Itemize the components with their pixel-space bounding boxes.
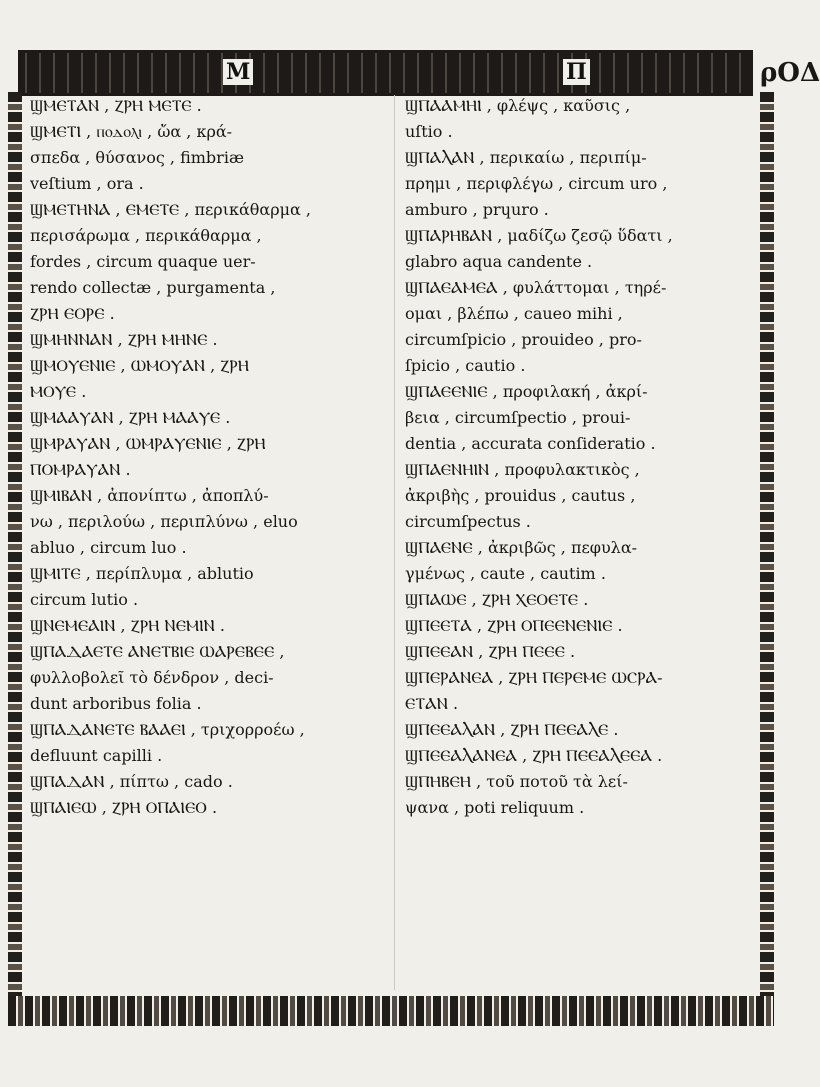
text-line: ϢⲘⲒⲂⲀⲚ , ἀπονίπτω , ἀποπλύ- <box>30 486 269 505</box>
left-column <box>30 96 390 824</box>
text-line: ϢⲠⲀⲆⲀⲚⲈⲦⲈ ⲂⲀⲀⲈⲒ , τριχορροέω , <box>30 720 305 739</box>
text-line: ſpicio , cautio . <box>405 356 526 375</box>
text-line: veſtium , ora . <box>30 174 144 193</box>
text-line: defluunt capilli . <box>30 746 163 765</box>
text-line: ϢⲠⲀⲈⲈⲚⲒⲈ , προφιλακή , ἀκρί- <box>405 382 648 401</box>
text-line: uſtio . <box>405 122 453 141</box>
text-line: glabro aqua candente . <box>405 252 593 271</box>
text-line: ϢⲠⲎⲂⲈⲎ , τοῦ ποτοῦ τὰ λεί- <box>405 772 628 791</box>
text-line: ἀκριβὴς , prouidus , cautus , <box>405 486 636 505</box>
text-line: ϢⲠⲈⲈⲀⲖⲀⲚ , ⲌⲢⲎ ⲠⲈⲈⲀⲖⲈ . <box>405 720 619 739</box>
text-line: ϢⲘⲀⲀⲨⲀⲚ , ⲌⲢⲎ ⲘⲀⲀⲨⲈ . <box>30 408 231 427</box>
text-line: ⲌⲢⲎ ⲈⲞⲢⲈ . <box>30 304 115 323</box>
text-line: ϢⲠⲀⲈⲚⲎⲒⲚ , προφυλακτικὸς , <box>405 460 640 479</box>
text-line: ϢⲠⲀⲈⲀⲘⲈⲀ , φυλάττομαι , τηρέ- <box>405 278 667 297</box>
text-line: ϢⲘⲈⲦⲒ , ⲡⲟⲇⲟⲗⲓ , ὤα , κρά- <box>30 122 233 141</box>
text-line: ψανα , poti reliquum . <box>405 798 585 817</box>
ornamental-border-left <box>8 92 22 997</box>
header-letter-right: П <box>563 59 590 85</box>
text-line: περισάρωμα , περικάθαρμα , <box>30 226 262 245</box>
ornamental-border-bottom <box>8 996 774 1026</box>
text-line: ⲈⲦⲀⲚ . <box>405 694 459 713</box>
header-letter-left: M <box>223 59 253 85</box>
text-line: ϢⲠⲀⲢⲎⲂⲀⲚ , μαδίζω ζεσῷ ὕδατι , <box>405 226 673 245</box>
text-line: ϢⲠⲀⲰⲈ , ⲌⲢⲎ ⲬⲈⲞⲈⲦⲈ . <box>405 590 589 609</box>
text-line: ϢⲠⲀⲆⲀⲚ , πίπτω , cado . <box>30 772 233 791</box>
text-line: dentia , accurata conſideratio . <box>405 434 656 453</box>
text-line: ϢⲠⲈⲢⲀⲚⲈⲀ , ⲌⲢⲎ ⲠⲈⲢⲈⲘⲈ ⲰⲤⲢⲀ- <box>405 668 663 687</box>
text-line: rendo collectæ , purgamenta , <box>30 278 276 297</box>
text-line: dunt arboribus folia . <box>30 694 202 713</box>
text-line: ϢⲘⲞⲨⲈⲚⲒⲈ , ⲰⲘⲞⲨⲀⲚ , ⲌⲢⲎ <box>30 356 249 375</box>
text-line: σπεδα , θύσανος , fimbriæ <box>30 148 244 167</box>
text-line: ϢⲠⲈⲈⲀⲖⲀⲚⲈⲀ , ⲌⲢⲎ ⲠⲈⲈⲀⲖⲈⲈⲀ . <box>405 746 663 765</box>
text-line: ϢⲠⲀⲆⲀⲈⲦⲈ ⲀⲚⲈⲦⲂⲒⲈ ⲰⲀⲢⲈⲂⲈⲈ , <box>30 642 285 661</box>
text-line: ϢⲘⲈⲦⲀⲚ , ⲌⲢⲎ ⲘⲈⲦⲈ . <box>30 96 202 115</box>
text-line: ϢⲘⲈⲦⲎⲚⲀ , ⲈⲘⲈⲦⲈ , περικάθαρμα , <box>30 200 312 219</box>
text-line: ομαι , βλέπω , caueo mihi , <box>405 304 623 323</box>
text-line: amburo , prɥuro . <box>405 200 549 219</box>
text-line: ⲠⲞⲘⲢⲀⲨⲀⲚ . <box>30 460 131 479</box>
text-line: circum lutio . <box>30 590 139 609</box>
text-line: πρημι , περιφλέγω , circum uro , <box>405 174 668 193</box>
text-line: ⲘⲞⲨⲈ . <box>30 382 87 401</box>
text-line: abluo , circum luo . <box>30 538 187 557</box>
text-line: ϢⲘⲎⲚⲚⲀⲚ , ⲌⲢⲎ ⲘⲎⲚⲈ . <box>30 330 218 349</box>
text-line: ϢⲠⲈⲈⲀⲚ , ⲌⲢⲎ ⲠⲈⲈⲈ . <box>405 642 576 661</box>
text-line: ϢⲠⲀⲒⲈⲰ , ⲌⲢⲎ ⲞⲠⲀⲒⲈⲞ . <box>30 798 218 817</box>
text-line: νω , περιλούω , περιπλύνω , eluo <box>30 512 298 531</box>
text-line: ϢⲠⲀⲀⲘⲎⲒ , φλέψς , καῦσις , <box>405 96 631 115</box>
text-line: φυλλοβολεῖ τὸ δένδρον , deci- <box>30 668 274 687</box>
text-line: βεια , circumſpectio , proui- <box>405 408 631 427</box>
text-line: γμένως , caute , cautim . <box>405 564 606 583</box>
ornamental-header-band <box>18 50 753 96</box>
right-column <box>405 96 765 824</box>
text-line: ϢⲘⲢⲀⲨⲀⲚ , ⲰⲘⲢⲀⲨⲈⲚⲒⲈ , ⲌⲢⲎ <box>30 434 266 453</box>
text-line: ϢⲠⲀⲈⲚⲈ , ἀκριβῶς , πεφυλα- <box>405 538 638 557</box>
text-line: fordes , circum quaque uer- <box>30 252 256 271</box>
text-line: ϢⲠⲀⲖⲀⲚ , περικαίω , περιπίμ- <box>405 148 647 167</box>
page-number: ρΟΔ <box>760 58 820 88</box>
text-line: ϢⲘⲒⲦⲈ , περίπλυμα , ablutio <box>30 564 254 583</box>
text-line: ϢⲠⲈⲈⲦⲀ , ⲌⲢⲎ ⲞⲠⲈⲈⲚⲈⲚⲒⲈ . <box>405 616 623 635</box>
text-line: circumſpectus . <box>405 512 531 531</box>
column-divider <box>394 95 395 990</box>
text-line: ϢⲚⲈⲘⲈⲀⲒⲚ , ⲌⲢⲎ ⲚⲈⲘⲒⲚ . <box>30 616 226 635</box>
text-line: circumſpicio , prouideo , pro- <box>405 330 642 349</box>
